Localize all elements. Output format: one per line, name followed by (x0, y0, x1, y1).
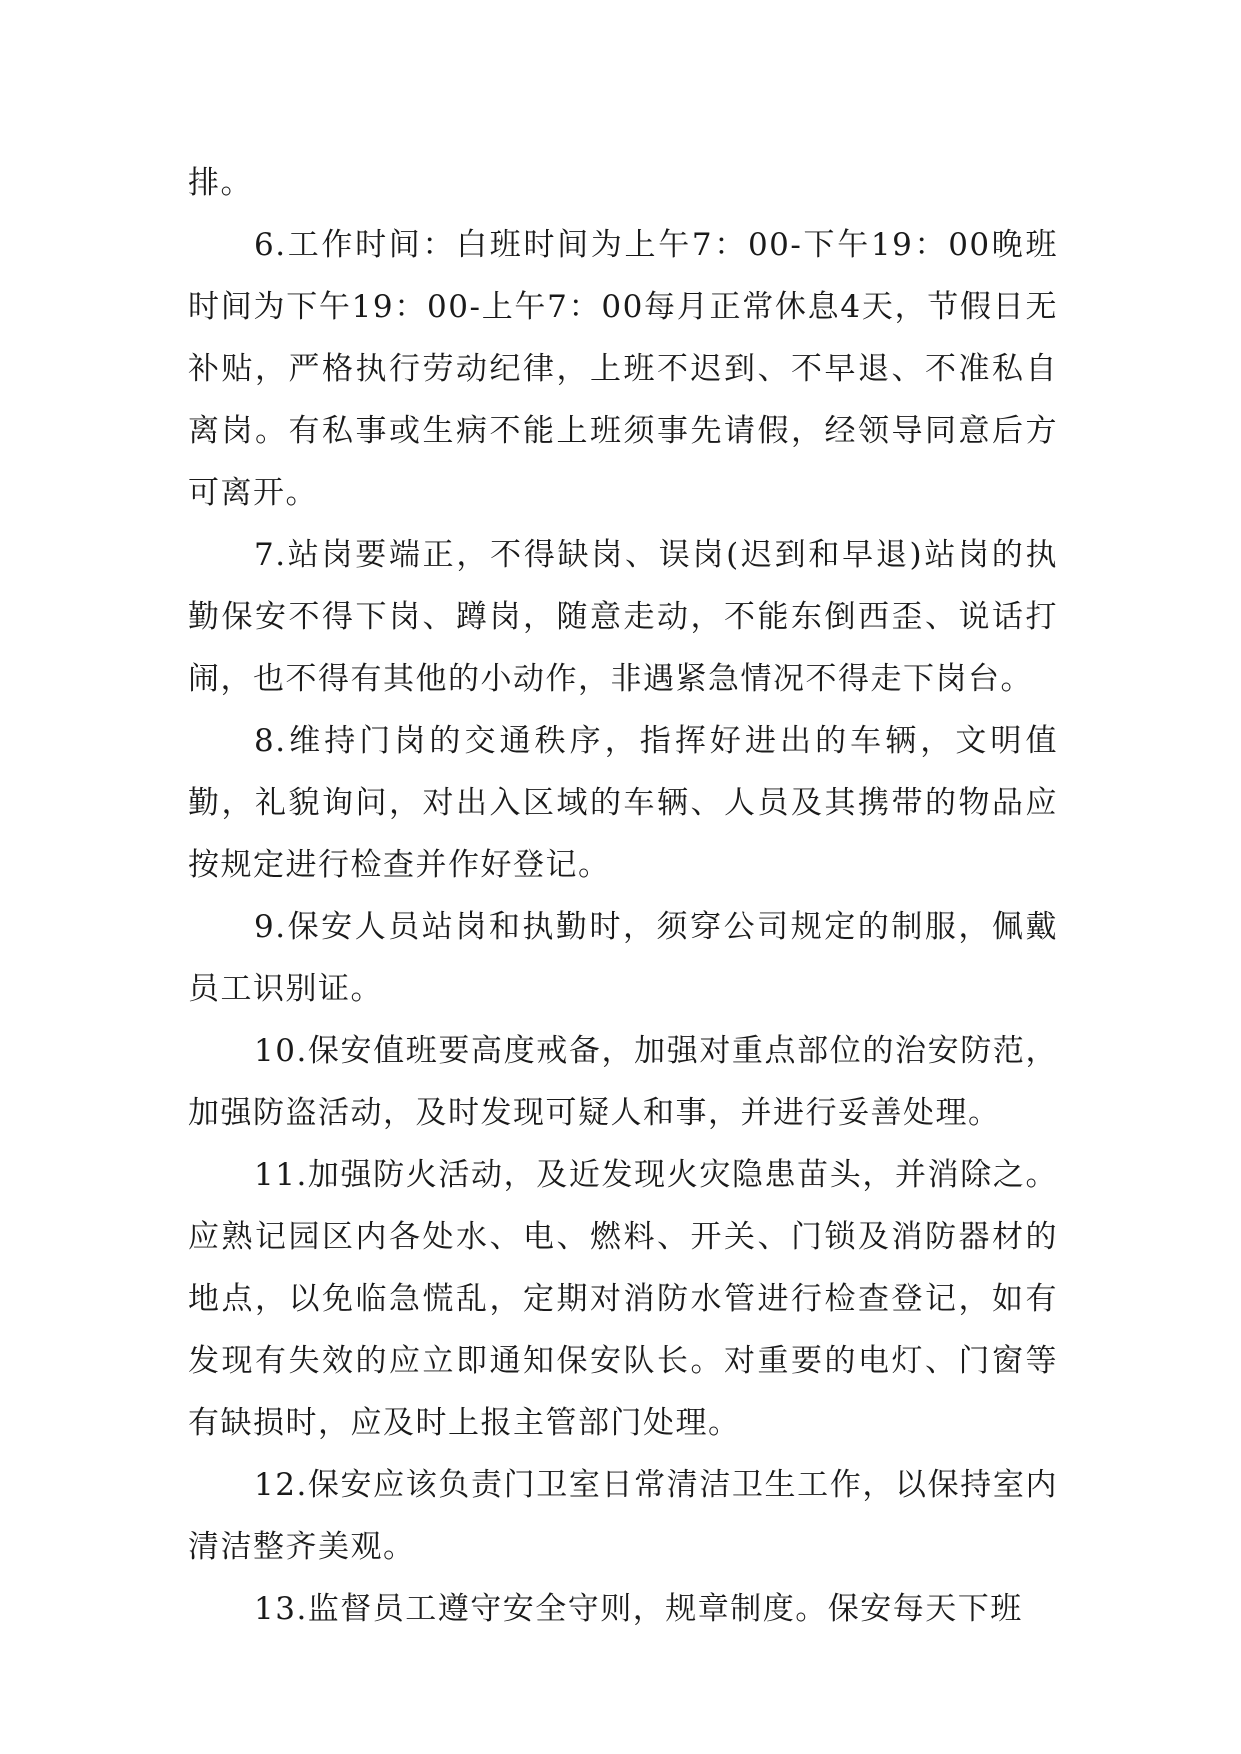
paragraph-item-10: 10.保安值班要高度戒备，加强对重点部位的治安防范，加强防盗活动，及时发现可疑人和事，并进行妥善处理。 (188, 1033, 1058, 1131)
paragraph-item-13: 13.监督员工遵守安全守则，规章制度。保安每天下班 (254, 1591, 1023, 1627)
paragraph-item-8: 8.维持门岗的交通秩序，指挥好进出的车辆，文明值勤，礼貌询问，对出入区域的车辆、人员及其携带的物品应按规定进行检查并作好登记。 (188, 723, 1058, 883)
paragraph-item-6: 6.工作时间：白班时间为上午7：00-下午19：00晚班时间为下午19：00-上午7：00每月正常休息4天，节假日无补贴，严格执行劳动纪律，上班不迟到、不早退、不准私自离岗。有私事或生病不能上班须事先请假，经领导同意后方可离开。 (188, 227, 1058, 511)
paragraph-item-7: 7.站岗要端正，不得缺岗、误岗(迟到和早退)站岗的执勤保安不得下岗、蹲岗，随意走动，不能东倒西歪、说话打闹，也不得有其他的小动作，非遇紧急情况不得走下岗台。 (188, 537, 1058, 697)
paragraph-continuation: 排。 (188, 165, 253, 201)
paragraph-item-9: 9.保安人员站岗和执勤时，须穿公司规定的制服，佩戴员工识别证。 (188, 909, 1058, 1007)
paragraph-item-11: 11.加强防火活动，及近发现火灾隐患苗头，并消除之。应熟记园区内各处水、电、燃料、开关、门锁及消防器材的地点，以免临急慌乱，定期对消防水管进行检查登记，如有发现有失效的应立即通知保安队长。对重要的电灯、门窗等有缺损时，应及时上报主管部门处理。 (188, 1157, 1058, 1441)
document-body (188, 152, 1058, 1640)
paragraph-item-12: 12.保安应该负责门卫室日常清洁卫生工作，以保持室内清洁整齐美观。 (188, 1467, 1058, 1565)
